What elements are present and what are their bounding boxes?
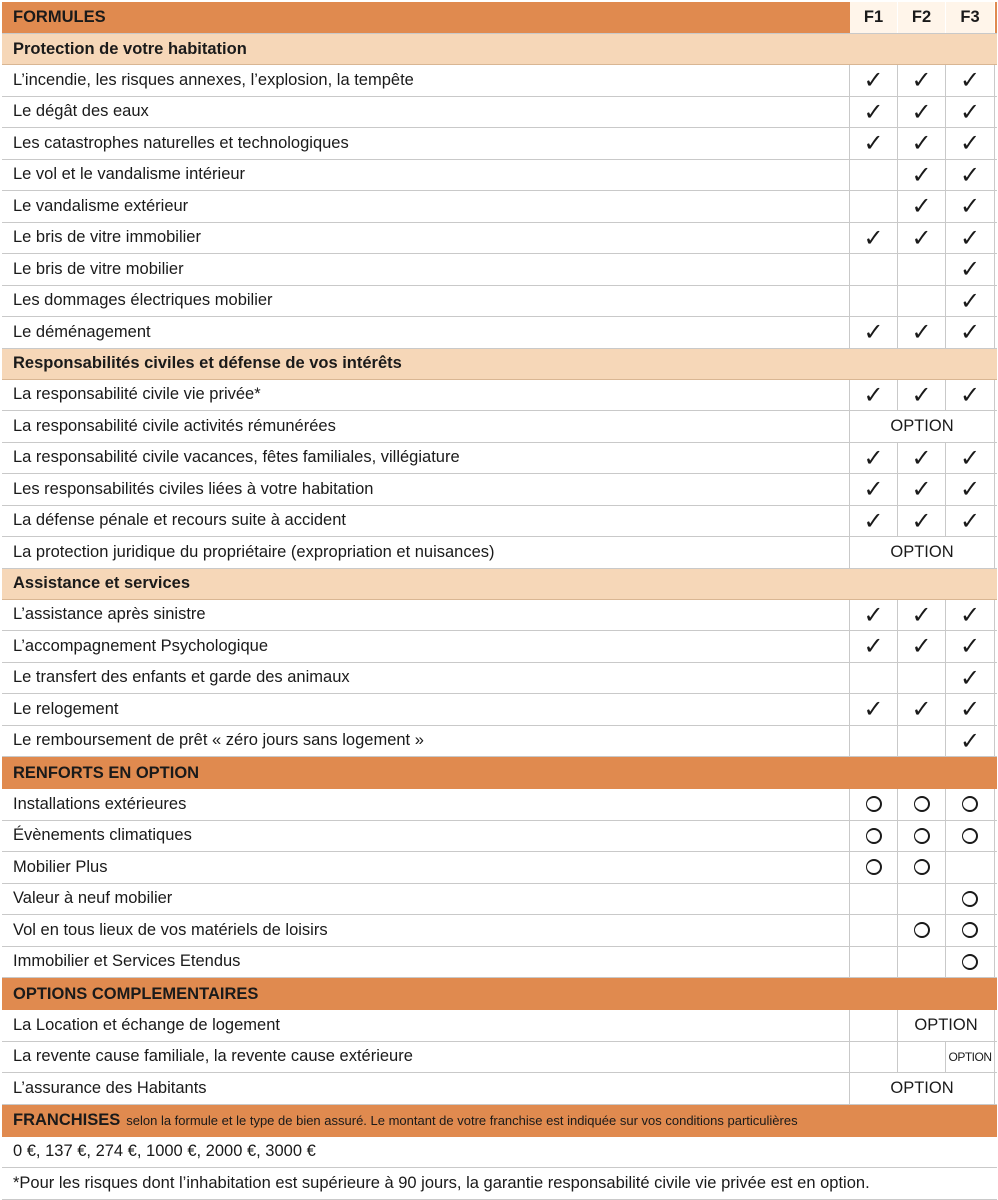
franchises-values-row [2, 1137, 997, 1169]
row-label: La revente cause familiale, la revente cause extérieure [2, 1042, 850, 1073]
table-row [2, 380, 997, 412]
check-icon: ✓ [863, 380, 884, 409]
row-label: Le dégât des eaux [2, 97, 850, 128]
option-text: OPTION [850, 537, 995, 568]
row-label: Le relogement [2, 694, 850, 725]
check-icon: ✓ [863, 223, 884, 252]
check-icon: ✓ [959, 475, 981, 504]
table-body [2, 34, 997, 1200]
cell-f2 [898, 915, 946, 946]
cell-f2 [898, 317, 946, 348]
complementaires-title: OPTIONS COMPLEMENTAIRES [13, 984, 259, 1003]
cell-f1 [850, 915, 898, 946]
circle-option-icon [962, 828, 978, 844]
option-text: OPTION [850, 411, 995, 442]
check-icon: ✓ [911, 443, 932, 472]
row-label: L’assistance après sinistre [2, 600, 850, 631]
cell-f2 [898, 789, 946, 820]
table-header [2, 2, 997, 34]
cell-f2 [898, 286, 946, 317]
circle-option-icon [914, 828, 930, 844]
cell-f2 [898, 884, 946, 915]
franchises-cell [2, 1105, 997, 1137]
cell-f3 [946, 128, 995, 159]
row-label: L’assurance des Habitants [2, 1073, 850, 1104]
row-label: Les responsabilités civiles liées à votre habitation [2, 474, 850, 505]
cell-f1 [850, 128, 898, 159]
table-row [2, 663, 997, 695]
circle-option-icon [914, 796, 930, 812]
table-row [2, 160, 997, 192]
table-row [2, 506, 997, 538]
cell-f3 [946, 631, 995, 662]
cell-f1 [850, 506, 898, 537]
row-label: La responsabilité civile vie privée* [2, 380, 850, 411]
check-icon: ✓ [959, 695, 981, 724]
cell-f2 [898, 380, 946, 411]
cell-f1 [850, 631, 898, 662]
check-icon: ✓ [959, 318, 981, 347]
complementaires-header [2, 978, 997, 1010]
cell-f2 [898, 223, 946, 254]
cell-f3 [946, 726, 995, 757]
row-label: L’incendie, les risques annexes, l’explosion, la tempête [2, 65, 850, 96]
check-icon: ✓ [863, 695, 884, 724]
circle-option-icon [914, 859, 930, 875]
check-icon: ✓ [863, 97, 884, 126]
table-row [2, 191, 997, 223]
row-label: Le bris de vitre immobilier [2, 223, 850, 254]
cell-f1 [850, 65, 898, 96]
cell-f1 [850, 317, 898, 348]
section-header [2, 349, 997, 380]
table-row [2, 254, 997, 286]
cell-f2 [898, 254, 946, 285]
cell-f1 [850, 286, 898, 317]
check-icon: ✓ [911, 695, 932, 724]
table-row [2, 694, 997, 726]
cell-f3 [946, 789, 995, 820]
check-icon: ✓ [911, 318, 932, 347]
check-icon: ✓ [959, 632, 981, 661]
cell-f1 [850, 97, 898, 128]
footnote: *Pour les risques dont l’inhabitation est supérieure à 90 jours, la garantie responsabilité civile vie privée est en option. [13, 1173, 870, 1192]
cell-f3 [946, 915, 995, 946]
footnote-row [2, 1168, 997, 1200]
option-text: OPTION [898, 1010, 995, 1041]
cell-f1 [850, 160, 898, 191]
cell-f1 [850, 254, 898, 285]
cell-f3 [946, 947, 995, 978]
cell-f2 [898, 600, 946, 631]
option-text: OPTION [948, 1049, 992, 1064]
row-label: Le bris de vitre mobilier [2, 254, 850, 285]
cell-f3 [946, 506, 995, 537]
check-icon: ✓ [911, 506, 932, 535]
cell-f2 [898, 443, 946, 474]
cell-f1 [850, 726, 898, 757]
cell-f2 [898, 97, 946, 128]
table-row [2, 286, 997, 318]
row-label: Le vandalisme extérieur [2, 191, 850, 222]
circle-option-icon [962, 922, 978, 938]
cell-f2 [898, 821, 946, 852]
check-icon: ✓ [863, 632, 884, 661]
circle-option-icon [962, 796, 978, 812]
check-icon: ✓ [911, 97, 932, 126]
franchises-title: FRANCHISES [13, 1111, 121, 1129]
table-row [2, 411, 997, 443]
table-row [2, 65, 997, 97]
table-row [2, 821, 997, 853]
check-icon: ✓ [911, 66, 932, 95]
check-icon: ✓ [911, 160, 932, 189]
header-col-f1: F1 [850, 2, 898, 33]
table-row [2, 1042, 997, 1074]
table-row [2, 852, 997, 884]
row-label: Valeur à neuf mobilier [2, 884, 850, 915]
section-title: Protection de votre habitation [13, 39, 247, 58]
check-icon: ✓ [959, 66, 981, 95]
renforts-title: RENFORTS EN OPTION [13, 763, 200, 782]
check-icon: ✓ [959, 380, 981, 409]
table-row [2, 1010, 997, 1042]
check-icon: ✓ [911, 475, 932, 504]
cell-f1 [850, 600, 898, 631]
cell-f1 [850, 1010, 898, 1041]
table-row [2, 474, 997, 506]
circle-option-icon [866, 796, 882, 812]
row-label: L’accompagnement Psychologique [2, 631, 850, 662]
check-icon: ✓ [959, 726, 981, 755]
row-label: La responsabilité civile activités rémunérées [2, 411, 850, 442]
check-icon: ✓ [911, 380, 932, 409]
check-icon: ✓ [959, 129, 981, 158]
cell-f2 [898, 474, 946, 505]
franchises-header [2, 1105, 997, 1137]
check-icon: ✓ [959, 192, 981, 221]
cell-f2 [898, 631, 946, 662]
check-icon: ✓ [863, 600, 884, 629]
row-label: La protection juridique du propriétaire (expropriation et nuisances) [2, 537, 850, 568]
cell-f3 [946, 600, 995, 631]
cell-f3 [946, 663, 995, 694]
check-icon: ✓ [863, 66, 884, 95]
table-row [2, 1073, 997, 1105]
cell-f3 [946, 254, 995, 285]
check-icon: ✓ [863, 506, 884, 535]
check-icon: ✓ [911, 223, 932, 252]
row-label: Vol en tous lieux de vos matériels de loisirs [2, 915, 850, 946]
row-label: La défense pénale et recours suite à accident [2, 506, 850, 537]
cell-f3 [946, 380, 995, 411]
check-icon: ✓ [959, 663, 981, 692]
table-row [2, 726, 997, 758]
cell-f3 [946, 160, 995, 191]
header-title: FORMULES [13, 8, 106, 26]
franchises-values: 0 €, 137 €, 274 €, 1000 €, 2000 €, 3000 € [13, 1142, 316, 1161]
formules-table [2, 2, 997, 1200]
cell-f3 [946, 443, 995, 474]
cell-f2 [898, 694, 946, 725]
cell-f1 [850, 663, 898, 694]
table-row [2, 789, 997, 821]
circle-option-icon [914, 922, 930, 938]
cell-f3 [946, 1042, 995, 1073]
row-label: Le déménagement [2, 317, 850, 348]
cell-f1 [850, 443, 898, 474]
cell-f2 [898, 160, 946, 191]
check-icon: ✓ [911, 129, 932, 158]
check-icon: ✓ [911, 192, 932, 221]
row-label: Le vol et le vandalisme intérieur [2, 160, 850, 191]
cell-f3 [946, 694, 995, 725]
cell-f3 [946, 884, 995, 915]
check-icon: ✓ [959, 286, 981, 315]
circle-option-icon [866, 828, 882, 844]
cell-f3 [946, 317, 995, 348]
cell-f2 [898, 65, 946, 96]
cell-f1 [850, 947, 898, 978]
header-col-f3: F3 [946, 2, 995, 33]
cell-f1 [850, 821, 898, 852]
row-label: Les dommages électriques mobilier [2, 286, 850, 317]
cell-f2 [898, 852, 946, 883]
row-label: La Location et échange de logement [2, 1010, 850, 1041]
check-icon: ✓ [911, 600, 932, 629]
cell-f2 [898, 663, 946, 694]
cell-f3 [946, 191, 995, 222]
circle-option-icon [962, 891, 978, 907]
section-title: Assistance et services [13, 574, 191, 592]
cell-f1 [850, 852, 898, 883]
cell-f1 [850, 694, 898, 725]
section-header [2, 34, 997, 65]
table-row [2, 631, 997, 663]
cell-f3 [946, 223, 995, 254]
cell-f1 [850, 223, 898, 254]
option-text: OPTION [850, 1073, 995, 1104]
check-icon: ✓ [959, 600, 981, 629]
cell-f1 [850, 789, 898, 820]
check-icon: ✓ [863, 475, 884, 504]
renforts-header [2, 757, 997, 789]
cell-f3 [946, 65, 995, 96]
cell-f3 [946, 821, 995, 852]
table-row [2, 223, 997, 255]
cell-f1 [850, 191, 898, 222]
check-icon: ✓ [959, 506, 981, 535]
cell-f1 [850, 474, 898, 505]
franchises-note: selon la formule et le type de bien assuré. Le montant de votre franchise est indiquée sur vos conditions particulières [126, 1113, 798, 1128]
row-label: Installations extérieures [2, 789, 850, 820]
table-row [2, 884, 997, 916]
table-row [2, 915, 997, 947]
cell-f2 [898, 128, 946, 159]
row-label: Le remboursement de prêt « zéro jours sans logement » [2, 726, 850, 757]
check-icon: ✓ [959, 97, 981, 126]
row-label: Les catastrophes naturelles et technologiques [2, 128, 850, 159]
circle-option-icon [866, 859, 882, 875]
table-row [2, 947, 997, 979]
table-row [2, 537, 997, 569]
cell-f2 [898, 191, 946, 222]
table-row [2, 128, 997, 160]
cell-f1 [850, 884, 898, 915]
cell-f1 [850, 380, 898, 411]
section-header [2, 569, 997, 600]
check-icon: ✓ [959, 223, 981, 252]
row-label: Le transfert des enfants et garde des animaux [2, 663, 850, 694]
cell-f3 [946, 97, 995, 128]
cell-f2 [898, 506, 946, 537]
cell-f1 [850, 1042, 898, 1073]
table-row [2, 317, 997, 349]
cell-f2 [898, 726, 946, 757]
row-label: Mobilier Plus [2, 852, 850, 883]
check-icon: ✓ [959, 443, 981, 472]
check-icon: ✓ [863, 318, 884, 347]
cell-f3 [946, 852, 995, 883]
check-icon: ✓ [959, 160, 981, 189]
cell-f2 [898, 947, 946, 978]
row-label: Immobilier et Services Etendus [2, 947, 850, 978]
row-label: Évènements climatiques [2, 821, 850, 852]
row-label: La responsabilité civile vacances, fêtes familiales, villégiature [2, 443, 850, 474]
cell-f2 [898, 1042, 946, 1073]
check-icon: ✓ [863, 129, 884, 158]
header-col-f2: F2 [898, 2, 946, 33]
cell-f3 [946, 474, 995, 505]
section-title: Responsabilités civiles et défense de vos intérêts [13, 354, 402, 372]
check-icon: ✓ [959, 255, 981, 284]
table-row [2, 600, 997, 632]
circle-option-icon [962, 954, 978, 970]
table-row [2, 97, 997, 129]
check-icon: ✓ [863, 443, 884, 472]
check-icon: ✓ [911, 632, 932, 661]
table-row [2, 443, 997, 475]
cell-f3 [946, 286, 995, 317]
